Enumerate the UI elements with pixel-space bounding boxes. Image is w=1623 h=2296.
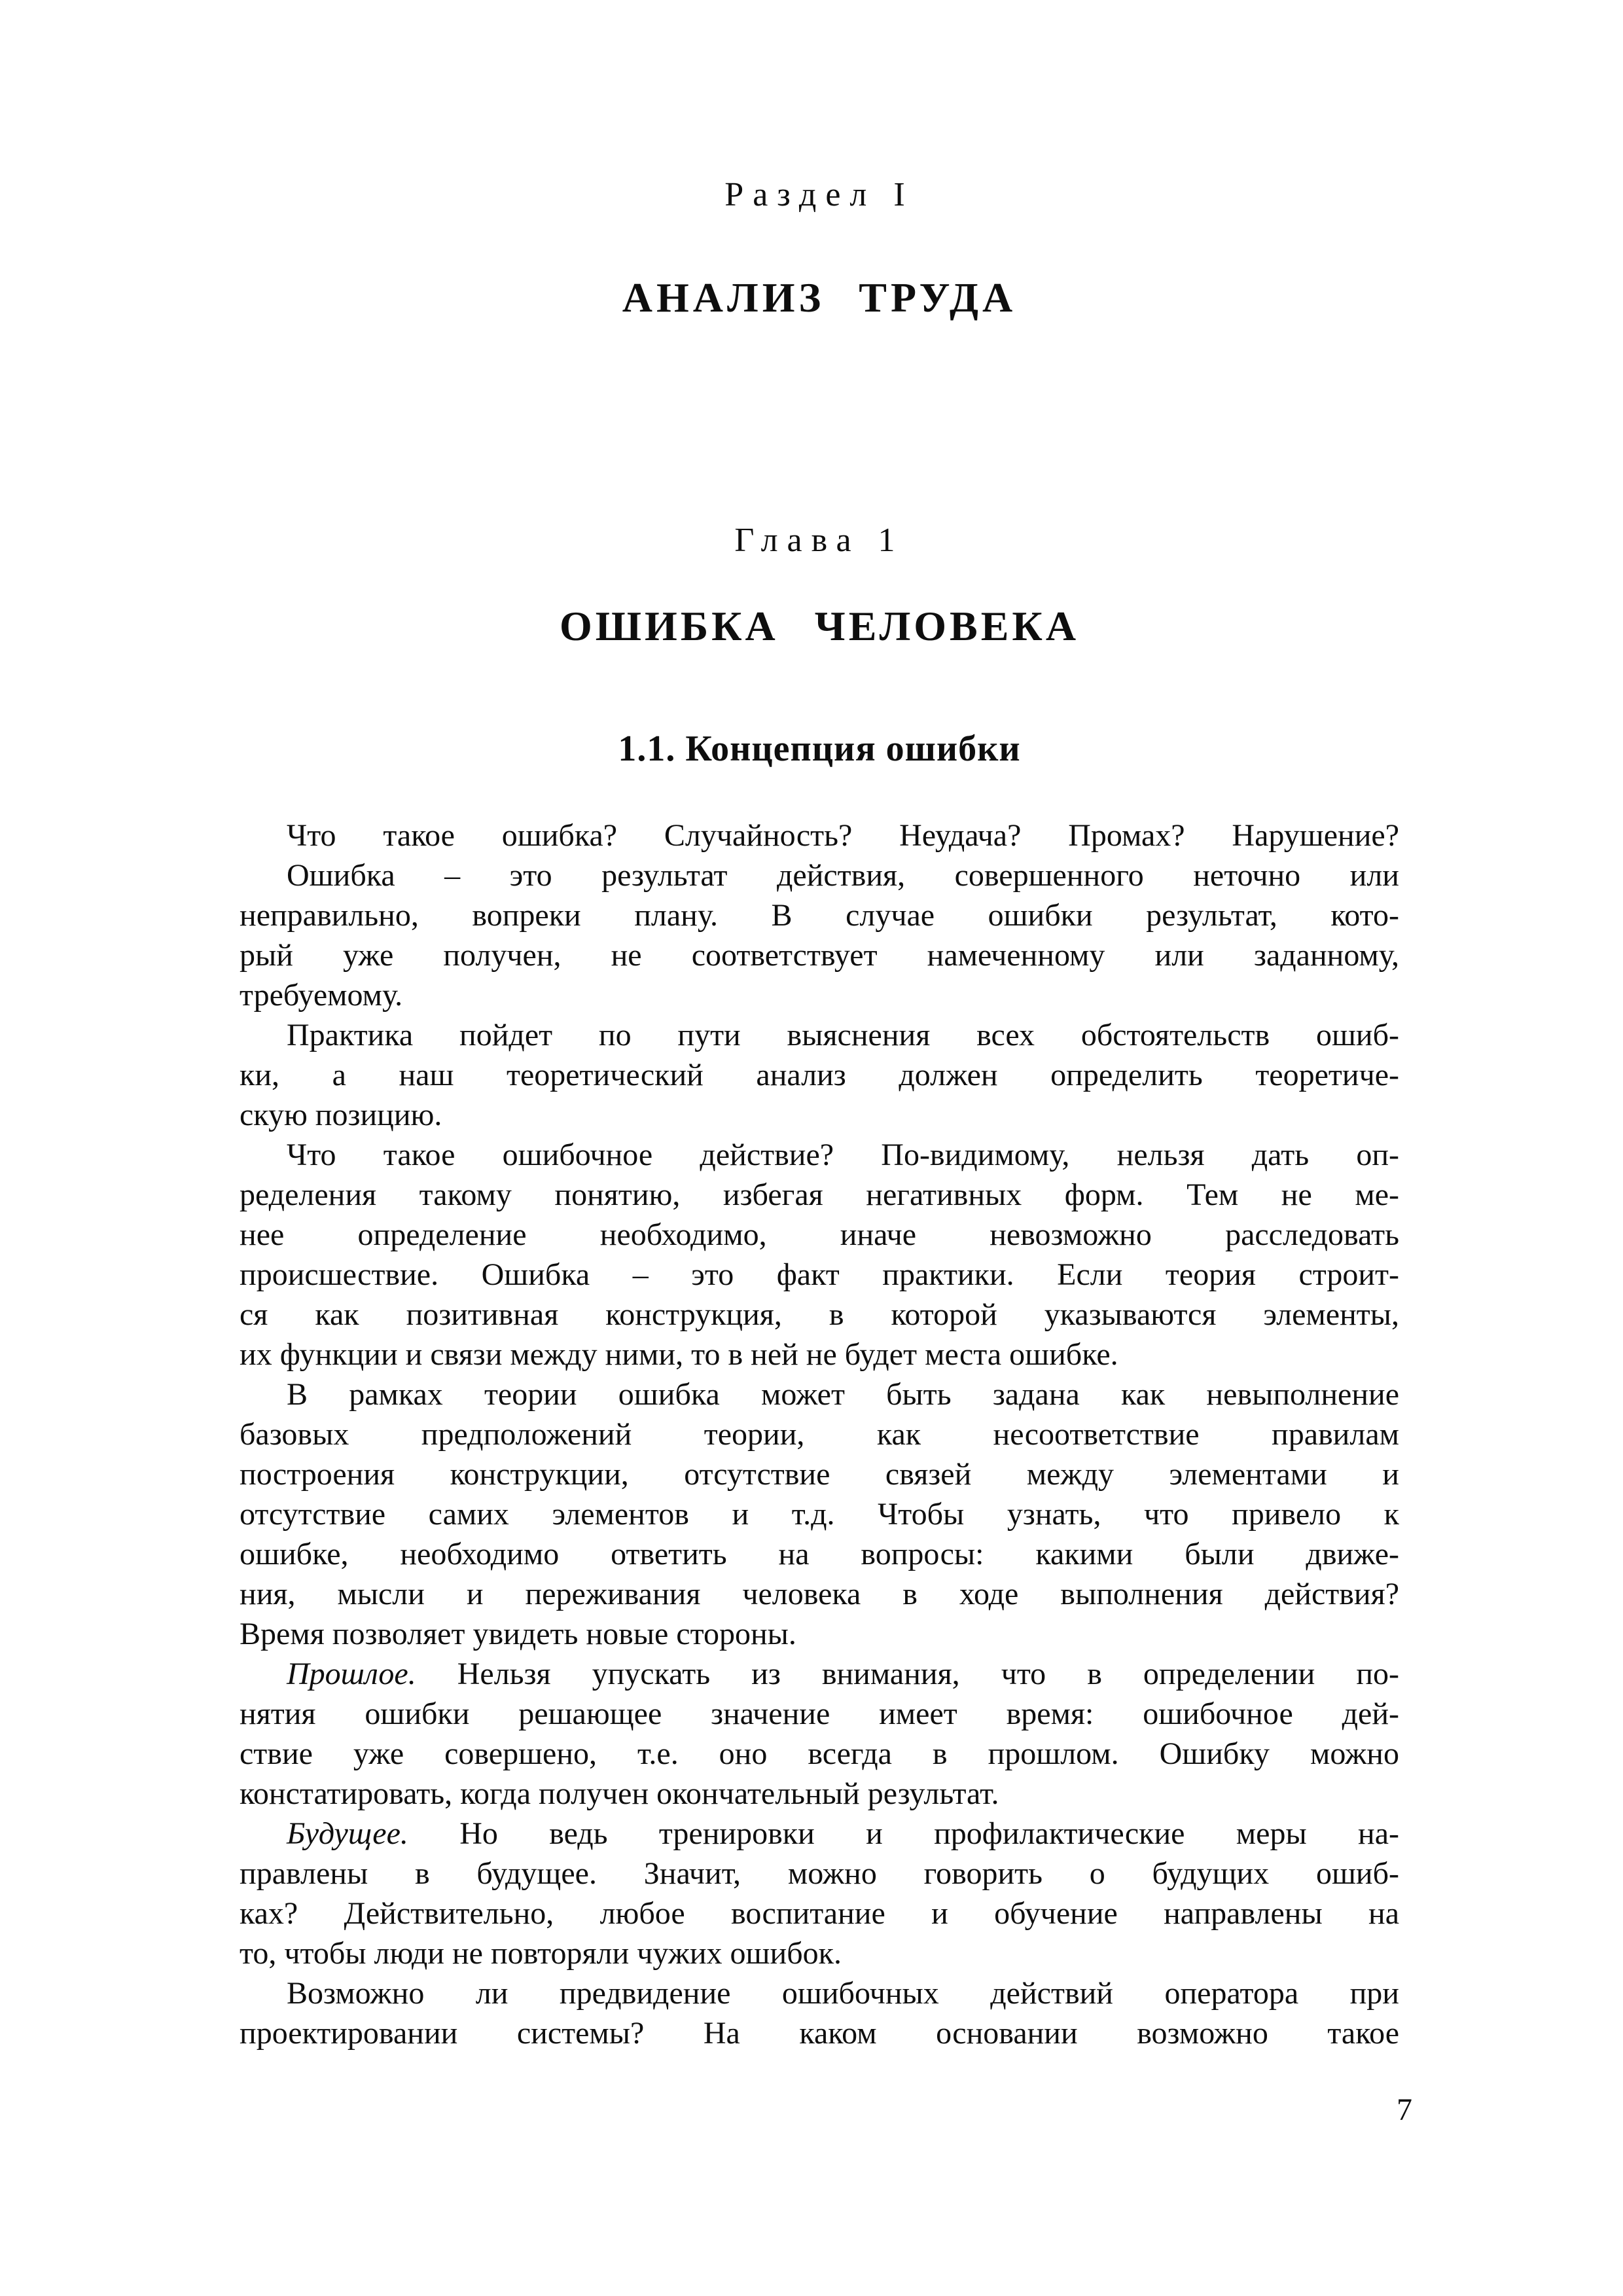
text-line: то, чтобы люди не повторяли чужих ошибок.	[240, 1936, 842, 1971]
paragraph	[240, 1814, 1399, 1973]
text-segment: Нельзя упускать из внимания, что в определении по-	[416, 1657, 1399, 1691]
paragraph	[240, 1135, 1399, 1374]
italic-lead: Будущее.	[287, 1816, 408, 1851]
text-line: ках? Действительно, любое воспитание и обучение направлены на	[240, 1896, 1399, 1931]
paragraph	[240, 1015, 1399, 1135]
text-line: происшествие. Ошибка – это факт практики. Если теория строит-	[240, 1257, 1399, 1292]
text-line: построения конструкции, отсутствие связей между элементами и	[240, 1457, 1399, 1492]
text-line: ся как позитивная конструкция, в которой указываются элементы,	[240, 1297, 1399, 1332]
subsection-title: 1.1. Концепция ошибки	[618, 728, 1021, 769]
text-line: ния, мысли и переживания человека в ходе выполнения действия?	[240, 1577, 1399, 1611]
text-line	[240, 1814, 1399, 1854]
text-line: правлены в будущее. Значит, можно говорить о будущих ошиб-	[240, 1856, 1399, 1891]
paragraph	[240, 1973, 1399, 2053]
text-line: Что такое ошибка? Случайность? Неудача? Промах? Нарушение?	[287, 818, 1399, 853]
page-number: 7	[1397, 2092, 1412, 2127]
text-line: ствие уже совершено, т.е. оно всегда в прошлом. Ошибку можно	[240, 1736, 1399, 1771]
text-line: проектировании системы? На каком основании возможно такое	[240, 2016, 1399, 2051]
body-text	[240, 816, 1399, 2053]
text-line: отсутствие самих элементов и т.д. Чтобы узнать, что привело к	[240, 1497, 1399, 1532]
text-line: рый уже получен, не соответствует намеченному или заданному,	[240, 938, 1399, 973]
section-label: Раздел I	[724, 176, 914, 213]
text-line: нее определение необходимо, иначе невозможно расследовать	[240, 1217, 1399, 1252]
text-line: Что такое ошибочное действие? По-видимому, нельзя дать оп-	[287, 1138, 1399, 1172]
text-line: Возможно ли предвидение ошибочных действий оператора при	[287, 1976, 1399, 2011]
text-line: их функции и связи между ними, то в ней не будет места ошибке.	[240, 1337, 1118, 1372]
text-line: скую позицию.	[240, 1098, 442, 1132]
chapter-label: Глава 1	[734, 522, 904, 559]
text-line: ошибке, необходимо ответить на вопросы: какими были движе-	[240, 1537, 1399, 1571]
text-line: констатировать, когда получен окончательный результат.	[240, 1776, 999, 1811]
paragraph	[240, 1374, 1399, 1654]
text-line: требуемому.	[240, 978, 403, 1013]
text-line: В рамках теории ошибка может быть задана как невыполнение	[287, 1377, 1399, 1412]
chapter-title: ОШИБКА ЧЕЛОВЕКА	[559, 603, 1080, 649]
text-line: Практика пойдет по пути выяснения всех обстоятельств ошиб-	[287, 1018, 1399, 1052]
text-line: Время позволяет увидеть новые стороны.	[240, 1617, 796, 1651]
text-segment: Но ведь тренировки и профилактические меры на-	[408, 1816, 1399, 1851]
text-line: базовых предположений теории, как несоответствие правилам	[240, 1417, 1399, 1452]
text-line: Ошибка – это результат действия, совершенного неточно или	[287, 858, 1399, 893]
paragraph	[240, 855, 1399, 1015]
paragraph	[240, 1654, 1399, 1814]
text-line: ределения такому понятию, избегая негативных форм. Тем не ме-	[240, 1177, 1399, 1212]
text-line	[240, 1654, 1399, 1694]
italic-lead: Прошлое.	[287, 1657, 416, 1691]
section-title: АНАЛИЗ ТРУДА	[622, 274, 1017, 321]
text-line: неправильно, вопреки плану. В случае ошибки результат, кото-	[240, 898, 1399, 933]
paragraph	[240, 816, 1399, 855]
text-line: нятия ошибки решающее значение имеет время: ошибочное дей-	[240, 1696, 1399, 1731]
text-line: ки, а наш теоретический анализ должен определить теоретиче-	[240, 1058, 1399, 1092]
